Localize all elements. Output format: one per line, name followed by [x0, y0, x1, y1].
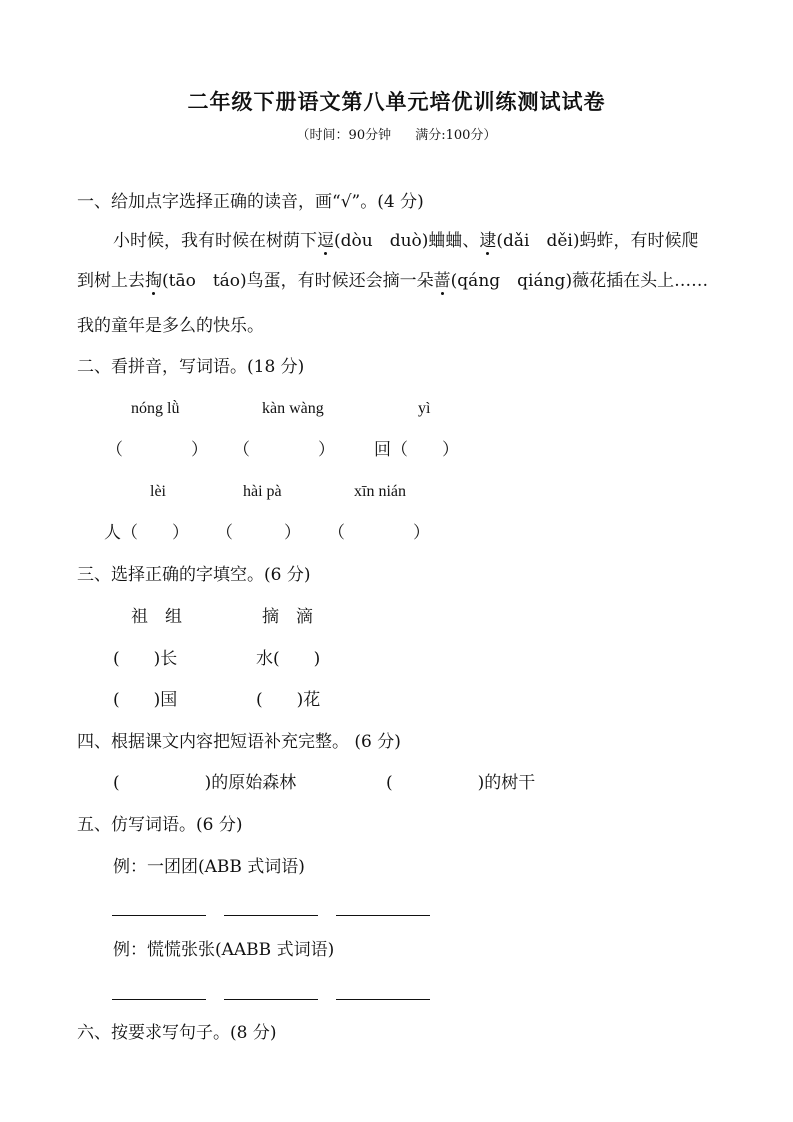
q2-heading: 二、看拼音，写词语。(18 分)	[77, 357, 305, 377]
answer-blank[interactable]: ( )长	[113, 649, 178, 669]
q3-heading: 三、选择正确的字填空。(6 分)	[77, 565, 311, 585]
q1-heading: 一、给加点字选择正确的读音，画“√”。(4 分)	[77, 192, 424, 212]
pinyin-label: lèi	[150, 483, 166, 500]
q4-heading: 四、根据课文内容把短语补充完整。 (6 分)	[77, 732, 401, 752]
answer-blank[interactable]: ( )的树干	[386, 773, 536, 793]
q1-paragraph-line-3: 我的童年是多么的快乐。	[77, 316, 264, 336]
q5-example: 例：一团团(ABB 式词语)	[113, 857, 305, 877]
answer-blank[interactable]: 人（ ）	[104, 523, 189, 543]
answer-line[interactable]	[112, 999, 206, 1000]
answer-blank[interactable]: （ ）	[233, 440, 335, 460]
char-choice: 摘 滴	[262, 607, 313, 627]
answer-blank[interactable]: ( )的原始森林	[113, 773, 297, 793]
page-title: 二年级下册语文第八单元培优训练测试试卷	[187, 90, 606, 114]
answer-line[interactable]	[224, 999, 318, 1000]
dotted-char: 逮	[479, 231, 497, 251]
answer-blank[interactable]: 水( )	[256, 649, 321, 669]
pinyin-label: xīn nián	[354, 483, 406, 500]
answer-line[interactable]	[336, 999, 430, 1000]
answer-blank[interactable]: （ ）	[328, 523, 430, 543]
answer-blank[interactable]: （ ）	[216, 523, 301, 543]
q5-heading: 五、仿写词语。(6 分)	[77, 815, 243, 835]
pinyin-label: kàn wàng	[262, 400, 324, 417]
answer-blank[interactable]: 回（ ）	[374, 440, 459, 460]
answer-line[interactable]	[112, 915, 206, 916]
answer-line[interactable]	[224, 915, 318, 916]
q6-heading: 六、按要求写句子。(8 分)	[77, 1023, 277, 1043]
exam-score: 满分:100分）	[415, 128, 497, 143]
dotted-char: 逗	[317, 231, 334, 251]
answer-blank[interactable]: ( )花	[256, 690, 321, 710]
q1-paragraph-line-1: 小时候，我有时候在树荫下逗(dòu duò)蛐蛐、逮(dǎi děi)蚂蚱，有时候爬	[113, 231, 699, 251]
answer-line[interactable]	[336, 915, 430, 916]
exam-info	[0, 124, 793, 143]
answer-blank[interactable]: （ ）	[106, 440, 208, 460]
dotted-char: 蔷	[433, 271, 451, 291]
dotted-char: 掏	[145, 271, 162, 291]
answer-blank[interactable]: ( )国	[113, 690, 178, 710]
pinyin-label: nóng lǜ	[131, 400, 180, 417]
pinyin-label: yì	[418, 400, 431, 417]
q1-paragraph-line-2: 到树上去掏(tāo táo)鸟蛋，有时候还会摘一朵蔷(qáng qiáng)薇花插在头上……	[77, 271, 709, 291]
exam-time: （时间：90分钟	[296, 128, 392, 143]
q5-example: 例：慌慌张张(AABB 式词语)	[113, 940, 335, 960]
char-choice: 祖 组	[131, 607, 182, 627]
pinyin-label: hài pà	[243, 483, 282, 500]
